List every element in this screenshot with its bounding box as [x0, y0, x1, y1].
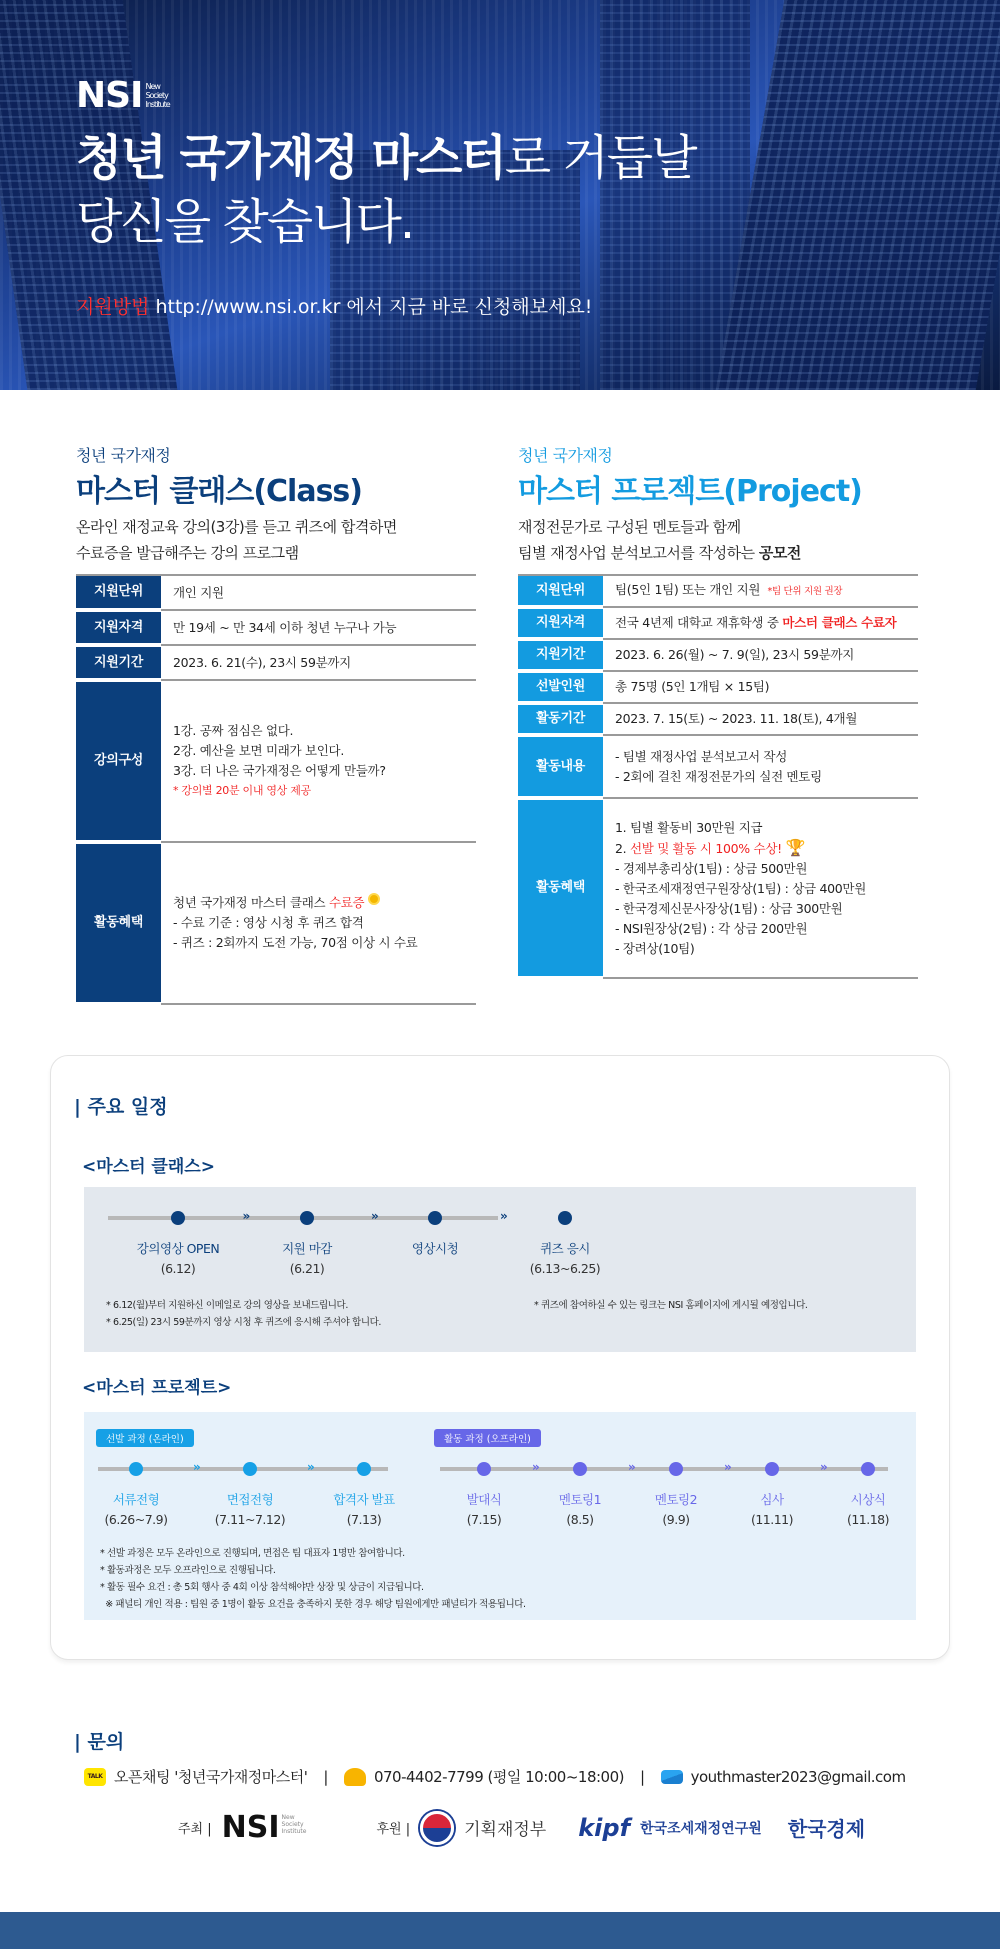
- row-value: 2023. 6. 26(월) ~ 7. 9(일), 23시 59분까지: [603, 639, 918, 671]
- row-label: 지원단위: [76, 575, 161, 610]
- row-label: 지원기간: [76, 645, 161, 680]
- email-address[interactable]: youthmaster2023@gmail.com: [690, 1767, 906, 1786]
- table-row: [518, 607, 918, 639]
- apply-link[interactable]: http://www.nsi.or.kr 에서 지금 바로 신청해보세요!: [155, 296, 593, 318]
- row-label: 활동기간: [518, 703, 603, 735]
- class-note: * 6.25(일) 23시 59분까지 영상 시청 후 퀴즈에 응시해 주셔야 합니다.: [106, 1317, 382, 1328]
- chevron-right-icon: »: [242, 1209, 251, 1223]
- row-value: 2023. 6. 21(수), 23시 59분까지: [161, 645, 476, 680]
- project-section: [518, 443, 918, 980]
- step-name: 면접전형: [226, 1492, 274, 1507]
- chevron-right-icon: »: [820, 1460, 828, 1474]
- project-timeline: [84, 1412, 916, 1620]
- row-label: 지원단위: [518, 575, 603, 607]
- sponsors-row: [178, 1810, 865, 1845]
- kakaotalk-icon: TALK: [84, 1768, 106, 1786]
- table-row: [76, 645, 476, 680]
- project-table: [518, 574, 918, 980]
- row-value: 1. 팀별 활동비 30만원 지급 2. 선발 및 활동 시 100% 수상! 🏆 - 경제부총리상(1팀) : 상금 500만원 - 한국조세재정연구원장상(1팀) : 상금 400만원 - 한국경제신문사장상(1팀) : 상금 300만원 - NSI원장상(2팀) : 각 상금 200만원 - 장려상(10팀): [603, 798, 918, 978]
- step-name: 영상시청: [411, 1241, 459, 1256]
- nsi-logo: NSI New Society Institute: [76, 75, 170, 116]
- step-name: 지원 마감: [282, 1241, 332, 1256]
- step-name: 멘토링1: [558, 1492, 602, 1507]
- step-date: (11.11): [750, 1512, 794, 1527]
- project-note: ※ 패널티 개인 적용 : 팀원 중 1명이 활동 요건을 충족하지 못한 경우 해당 팀원에게만 패널티가 적용됩니다.: [100, 1599, 526, 1610]
- step-name: 서류전형: [112, 1492, 160, 1507]
- step-name: 시상식: [850, 1492, 886, 1507]
- project-subtitle: 청년 국가재정: [518, 446, 613, 465]
- step-name: 퀴즈 응시: [540, 1241, 590, 1256]
- project-title: 마스터 프로젝트(Project): [518, 474, 862, 509]
- class-note: * 6.12(월)부터 지원하신 이메일로 강의 영상을 보내드립니다.: [106, 1300, 348, 1311]
- hero-title-line2: 당신을 찾습니다.: [76, 194, 414, 250]
- timeline-dot: [765, 1462, 779, 1476]
- class-title: 마스터 클래스(Class): [76, 474, 363, 509]
- nsi-host-logo: NSI New Society Institute: [221, 1810, 307, 1845]
- step-date: (6.13~6.25): [529, 1261, 601, 1276]
- apply-info: 지원방법 http://www.nsi.or.kr 에서 지금 바로 신청해보세요!: [76, 296, 593, 318]
- row-value: 만 19세 ~ 만 34세 이하 청년 누구나 가능: [161, 610, 476, 645]
- step-date: (11.18): [846, 1512, 890, 1527]
- row-value: 팀(5인 1팀) 또는 개인 지원 *팀 단위 지원 권장: [603, 575, 918, 607]
- contact-row: [84, 1766, 906, 1787]
- step-date: (9.9): [662, 1512, 690, 1527]
- badge-online: 선발 과정 (온라인): [96, 1429, 194, 1447]
- table-row: [518, 639, 918, 671]
- table-row: [76, 575, 476, 610]
- contact-heading: | 문의: [74, 1731, 125, 1753]
- row-label: 활동혜택: [518, 798, 603, 978]
- project-schedule-title: <마스터 프로젝트>: [82, 1378, 232, 1398]
- row-value: 개인 지원: [161, 575, 476, 610]
- separator: |: [640, 1767, 645, 1786]
- kakao-openchat[interactable]: 오픈채팅 '청년국가재정마스터': [114, 1768, 308, 1786]
- project-note: * 활동과정은 모두 오프라인으로 진행됩니다.: [100, 1565, 276, 1576]
- class-desc: 온라인 재정교육 강의(3강)를 듣고 퀴즈에 합격하면: [76, 518, 397, 536]
- class-desc: 수료증을 발급해주는 강의 프로그램: [76, 544, 299, 562]
- chevron-right-icon: »: [532, 1460, 540, 1474]
- timeline-dot: [669, 1462, 683, 1476]
- timeline-dot: [477, 1462, 491, 1476]
- project-note: * 활동 필수 요건 : 총 5회 행사 중 4회 이상 참석해야만 상장 및 상금이 지급됩니다.: [100, 1582, 424, 1593]
- class-subtitle: 청년 국가재정: [76, 446, 171, 465]
- host-label: 주최 |: [178, 1822, 212, 1837]
- row-value: 1강. 공짜 점심은 없다. 2강. 예산을 보면 미래가 보인다. 3강. 더 나은 국가재정은 어떻게 만들까? * 강의별 20분 이내 영상 제공: [161, 680, 476, 842]
- separator: |: [323, 1767, 328, 1786]
- class-timeline: [84, 1187, 916, 1352]
- row-label: 활동내용: [518, 735, 603, 798]
- row-label: 지원기간: [518, 639, 603, 671]
- timeline-dot: [558, 1211, 572, 1225]
- taegeuk-icon: [420, 1811, 454, 1845]
- row-label: 지원자격: [518, 607, 603, 639]
- step-name: 강의영상 OPEN: [136, 1241, 220, 1256]
- table-row: [76, 842, 476, 1004]
- step-date: (7.13): [346, 1512, 382, 1527]
- step-date: (7.15): [466, 1512, 502, 1527]
- step-name: 심사: [760, 1492, 784, 1507]
- timeline-dot: [300, 1211, 314, 1225]
- project-desc: 팀별 재정사업 분석보고서를 작성하는 공모전: [518, 544, 801, 562]
- step-name: 멘토링2: [654, 1492, 698, 1507]
- table-row: [518, 798, 918, 978]
- row-label: 선발인원: [518, 671, 603, 703]
- moef-logo: 기획재정부: [464, 1820, 547, 1840]
- step-name: 발대식: [466, 1492, 502, 1507]
- row-value: - 팀별 재정사업 분석보고서 작성 - 2회에 걸친 재정전문가의 실전 멘토링: [603, 735, 918, 798]
- medal-icon: [368, 893, 380, 905]
- row-label: 강의구성: [76, 680, 161, 842]
- table-row: [518, 735, 918, 798]
- timeline-dot: [573, 1462, 587, 1476]
- timeline-dot: [171, 1211, 185, 1225]
- badge-offline: 활동 과정 (오프라인): [434, 1429, 541, 1447]
- class-table: [76, 574, 476, 1006]
- table-row: [518, 671, 918, 703]
- schedule-heading: | 주요 일정: [74, 1096, 168, 1118]
- note: * 강의별 20분 이내 영상 제공: [173, 784, 311, 797]
- row-label: 지원자격: [76, 610, 161, 645]
- kipf-logo: 한국조세재정연구원: [640, 1820, 762, 1837]
- hero-banner: [0, 0, 1000, 390]
- row-value: 청년 국가재정 마스터 클래스 수료증 - 수료 기준 : 영상 시청 후 퀴즈 합격 - 퀴즈 : 2회까지 도전 가능, 70점 이상 시 수료: [161, 842, 476, 1004]
- timeline-dot: [861, 1462, 875, 1476]
- support-label: 후원 |: [376, 1822, 411, 1837]
- project-desc: 재정전문가로 구성된 멘토들과 함께: [518, 518, 741, 536]
- timeline-dot: [129, 1462, 143, 1476]
- step-date: (8.5): [566, 1512, 594, 1527]
- step-date: (6.12): [160, 1261, 196, 1276]
- row-value: 2023. 7. 15(토) ~ 2023. 11. 18(토), 4개월: [603, 703, 918, 735]
- trophy-icon: 🏆: [785, 837, 806, 857]
- timeline-dot: [428, 1211, 442, 1225]
- email-icon: [661, 1770, 683, 1784]
- row-value: 전국 4년제 대학교 재휴학생 중 마스터 클래스 수료자: [603, 607, 918, 639]
- hero-title: 청년 국가재정 마스터로 거듭날: [76, 130, 696, 186]
- step-date: (7.11~7.12): [214, 1512, 286, 1527]
- table-row: [518, 703, 918, 735]
- class-note-right: * 퀴즈에 참여하실 수 있는 링크는 NSI 홈페이지에 게시될 예정입니다.: [534, 1300, 808, 1311]
- class-schedule-title: <마스터 클래스>: [82, 1157, 215, 1177]
- hankyung-logo: 한국경제: [787, 1817, 866, 1841]
- project-note: * 선발 과정은 모두 온라인으로 진행되며, 면접은 팀 대표자 1명만 참여합니다.: [100, 1548, 405, 1559]
- table-row: [76, 610, 476, 645]
- chevron-right-icon: »: [193, 1460, 201, 1474]
- chevron-right-icon: »: [307, 1460, 315, 1474]
- kipf-mark: kipf: [578, 1813, 631, 1842]
- timeline-dot: [357, 1462, 371, 1476]
- class-section: [76, 443, 476, 1006]
- chevron-right-icon: »: [500, 1209, 508, 1223]
- chevron-right-icon: »: [628, 1460, 636, 1474]
- phone-icon: [344, 1768, 366, 1786]
- row-value: 총 75명 (5인 1개팀 × 15팀): [603, 671, 918, 703]
- table-row: [76, 680, 476, 842]
- step-name: 합격자 발표: [333, 1492, 395, 1507]
- chevron-right-icon: »: [371, 1209, 379, 1223]
- step-date: (6.21): [289, 1261, 325, 1276]
- footer-bar: [0, 1912, 1000, 1949]
- timeline-dot: [243, 1462, 257, 1476]
- phone-number[interactable]: 070-4402-7799 (평일 10:00~18:00): [373, 1768, 625, 1786]
- table-row: [518, 575, 918, 607]
- row-label: 활동혜택: [76, 842, 161, 1004]
- step-date: (6.26~7.9): [104, 1512, 168, 1527]
- chevron-right-icon: »: [724, 1460, 732, 1474]
